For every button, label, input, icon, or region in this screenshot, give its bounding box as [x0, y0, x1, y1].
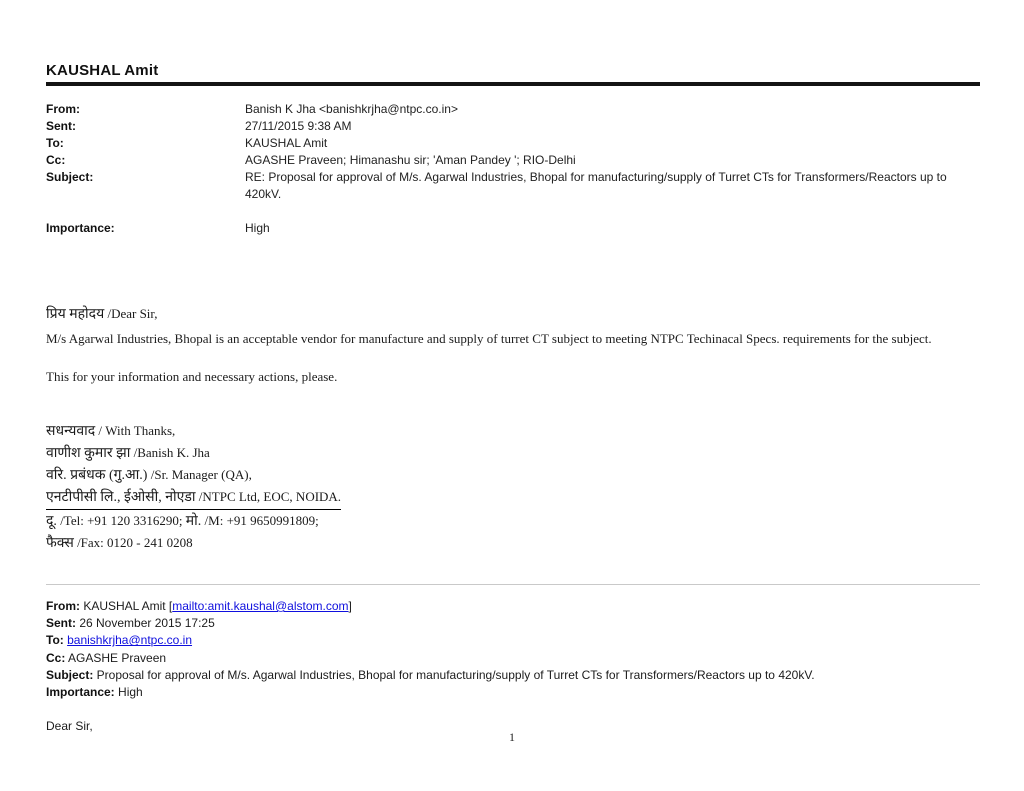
quoted-importance-label: Importance:	[46, 685, 115, 700]
header-row-to	[46, 135, 980, 152]
header-row-from	[46, 101, 980, 118]
cc-value: AGASHE Praveen; Himanashu sir; 'Aman Pandey '; RIO-Delhi	[245, 153, 576, 167]
quoted-sent-line	[46, 615, 980, 632]
from-label: From:	[46, 102, 80, 116]
cc-label: Cc:	[46, 153, 66, 167]
subject-value: RE: Proposal for approval of M/s. Agarwal Industries, Bhopal for manufacturing/supply of Turret CTs for Transformers/Reactors up to 420kV.	[245, 170, 947, 201]
header-row-subject	[46, 169, 980, 203]
signature-phone-line	[46, 510, 980, 532]
signature-designation-latin: /Sr. Manager (QA),	[147, 467, 252, 482]
signature-mobile-latin: /M: +91 9650991809;	[201, 513, 319, 528]
quoted-message-block	[46, 598, 980, 735]
greeting-hindi: प्रिय महोदय	[46, 307, 105, 322]
signature-tel-latin: /Tel: +91 120 3316290;	[56, 513, 186, 528]
header-row-cc	[46, 152, 980, 169]
signature-mobile-hindi: मो.	[185, 514, 202, 529]
quoted-to-line	[46, 632, 980, 649]
greeting-latin: /Dear Sir,	[104, 306, 158, 321]
title-divider	[46, 82, 980, 86]
body-paragraph-1: M/s Agarwal Industries, Bhopal is an acceptable vendor for manufacture and supply of turret CT subject to meeting NTPC Techinacal Specs. requirements for the subject.	[46, 331, 932, 346]
signature-thanks-line	[46, 420, 980, 442]
signature-designation-hindi: वरि. प्रबंधक (गु.आ.)	[46, 468, 148, 483]
quoted-from-post: ]	[348, 599, 352, 613]
quoted-sent-label: Sent:	[46, 616, 76, 631]
sent-value: 27/11/2015 9:38 AM	[245, 119, 352, 133]
quoted-from-line	[46, 598, 980, 615]
quoted-cc-value: AGASHE Praveen	[65, 650, 167, 665]
signature-name-line	[46, 442, 980, 464]
quoted-subject-line	[46, 667, 980, 684]
mailto-link[interactable]: mailto:amit.kaushal@alstom.com	[172, 599, 349, 613]
signature-designation-line	[46, 464, 980, 486]
signature-company-underlined	[46, 486, 341, 510]
from-value: Banish K Jha <banishkrjha@ntpc.co.in>	[245, 102, 458, 116]
header-row-importance	[46, 220, 980, 237]
quoted-from-label: From:	[46, 599, 80, 613]
signature-name-latin: /Banish K. Jha	[130, 445, 210, 460]
quoted-importance-value: High	[114, 685, 143, 700]
signature-fax-hindi: फैक्स	[46, 536, 74, 551]
importance-label: Importance:	[46, 221, 115, 235]
header-row-sent	[46, 118, 980, 135]
page-number: 1	[509, 730, 515, 744]
quoted-to-label: To:	[46, 633, 64, 648]
sent-label: Sent:	[46, 119, 76, 133]
signature-thanks-latin: / With Thanks,	[95, 423, 176, 438]
body-paragraph-2: This for your information and necessary actions, please.	[46, 369, 338, 384]
recipient-email-link[interactable]: banishkrjha@ntpc.co.in	[67, 633, 193, 648]
signature-thanks-hindi: सधन्यवाद	[46, 424, 96, 439]
signature-fax-line	[46, 532, 980, 554]
signature-block	[46, 420, 980, 554]
email-header-block	[46, 101, 980, 237]
quoted-importance-line	[46, 684, 980, 701]
greeting-line	[46, 303, 980, 326]
quoted-cc-line	[46, 650, 980, 667]
quoted-message-divider	[46, 584, 980, 585]
quoted-greeting: Dear Sir,	[46, 719, 93, 734]
signature-company-latin: /NTPC Ltd, EOC, NOIDA.	[195, 489, 342, 504]
importance-value: High	[245, 221, 270, 235]
quoted-from-pre: KAUSHAL Amit [	[80, 599, 173, 613]
document-content	[0, 62, 1024, 735]
signature-tel-hindi: दू.	[46, 514, 57, 529]
to-value: KAUSHAL Amit	[245, 136, 328, 150]
quoted-sent-value: 26 November 2015 17:25	[76, 616, 215, 631]
signature-company-line	[46, 486, 980, 510]
signature-company-hindi: एनटीपीसी लि., ईओसी, नोएडा	[46, 490, 196, 505]
quoted-subject-value: Proposal for approval of M/s. Agarwal Industries, Bhopal for manufacturing/supply of Turret CTs for Transformers/Reactors up to 420kV.	[93, 667, 815, 682]
page-title: KAUSHAL Amit	[46, 62, 159, 79]
signature-fax-latin: /Fax: 0120 - 241 0208	[73, 535, 193, 550]
signature-name-hindi: वाणीश कुमार झा	[46, 446, 131, 461]
to-label: To:	[46, 136, 64, 150]
quoted-subject-label: Subject:	[46, 667, 94, 682]
quoted-cc-label: Cc:	[46, 650, 66, 665]
subject-label: Subject:	[46, 170, 94, 184]
